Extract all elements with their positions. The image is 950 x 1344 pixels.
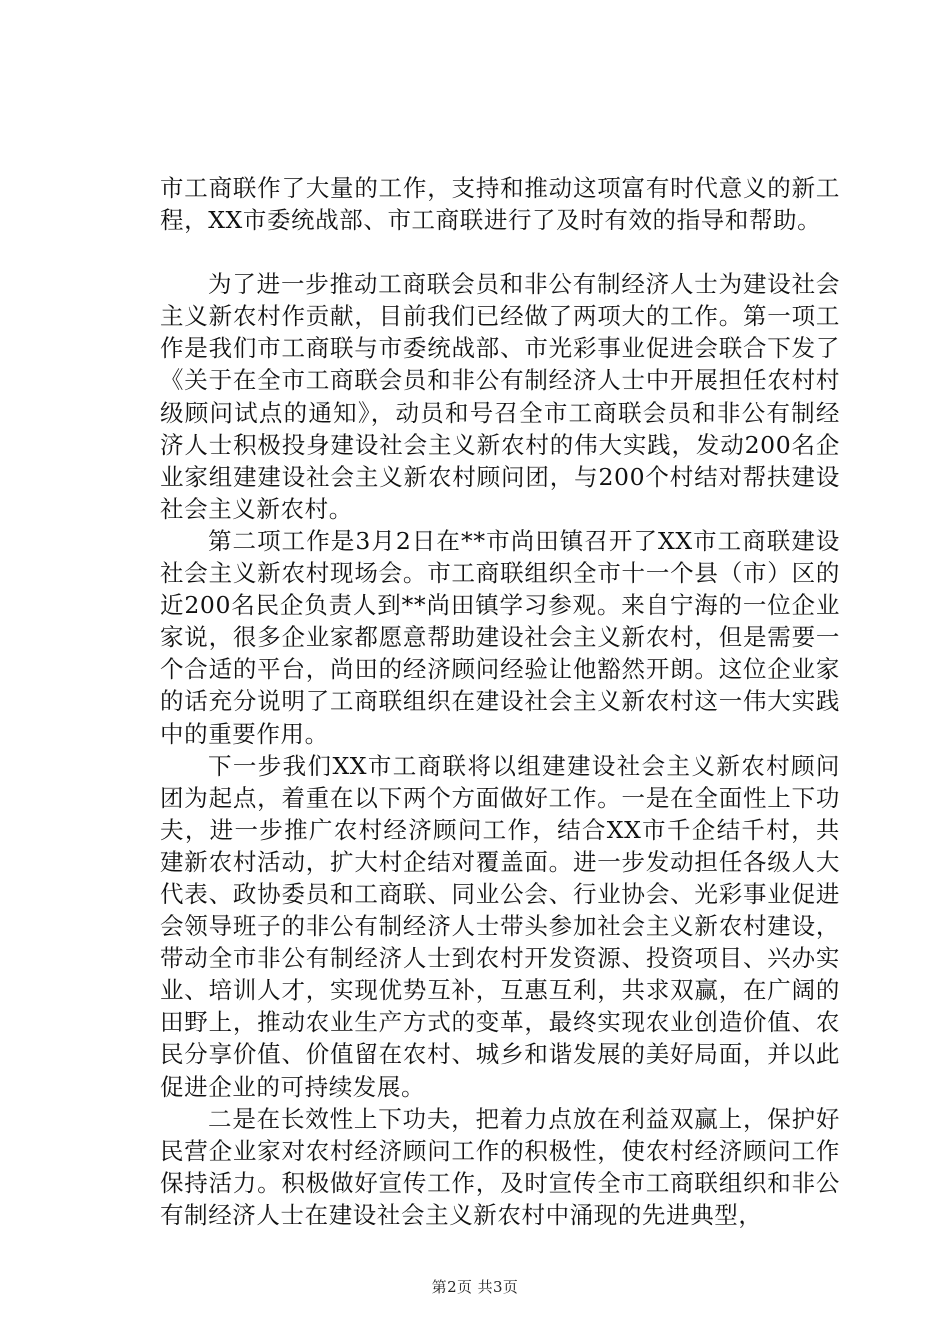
paragraph-second-work: 第二项工作是3月2日在**市尚田镇召开了XX市工商联建设社会主义新农村现场会。市工商联组织全市十一个县（市）区的近200名民企负责人到**尚田镇学习参观。来自宁海的一位企业家说，很多企业家都愿意帮助建设社会主义新农村，但是需要一个合适的平台，尚田的经济顾问经验让他豁然开朗。这位企业家的话充分说明了工商联组织在建设社会主义新农村这一伟大实践中的重要作用。 — [160, 526, 840, 748]
paragraph-long-term: 二是在长效性上下功夫，把着力点放在利益双赢上，保护好民营企业家对农村经济顾问工作的积极性，使农村经济顾问工作保持活力。积极做好宣传工作，及时宣传全市工商联组织和非公有制经济人士在建设社会主义新农村中涌现的先进典型， — [160, 1104, 840, 1229]
document-body — [160, 172, 840, 1231]
page-footer: 第2页 共3页 — [431, 1278, 519, 1296]
paragraph-next-steps: 下一步我们XX市工商联将以组建建设社会主义新农村顾问团为起点，着重在以下两个方面做好工作。一是在全面性上下功夫，进一步推广农村经济顾问工作，结合XX市千企结千村，共建新农村活动，扩大村企结对覆盖面。进一步发动担任各级人大代表、政协委员和工商联、同业公会、行业协会、光彩事业促进会领导班子的非公有制经济人士带头参加社会主义新农村建设，带动全市非公有制经济人士到农村开发资源、投资项目、兴办实业、培训人才，实现优势互补，互惠互利，共求双赢，在广阔的田野上，推动农业生产方式的变革，最终实现农业创造价值、农民分享价值、价值留在农村、城乡和谐发展的美好局面，并以此促进企业的可持续发展。 — [160, 751, 840, 1101]
paragraph-first-work: 为了进一步推动工商联会员和非公有制经济人士为建设社会主义新农村作贡献，目前我们已经做了两项大的工作。第一项工作是我们市工商联与市委统战部、市光彩事业促进会联合下发了《关于在全市工商联会员和非公有制经济人士中开展担任农村村级顾问试点的通知》，动员和号召全市工商联会员和非公有制经济人士积极投身建设社会主义新农村的伟大实践，发动200名企业家组建建设社会主义新农村顾问团，与200个村结对帮扶建设社会主义新农村。 — [160, 270, 840, 523]
paragraph-continuation: 市工商联作了大量的工作，支持和推动这项富有时代意义的新工程，XX市委统战部、市工商联进行了及时有效的指导和帮助。 — [160, 174, 840, 235]
